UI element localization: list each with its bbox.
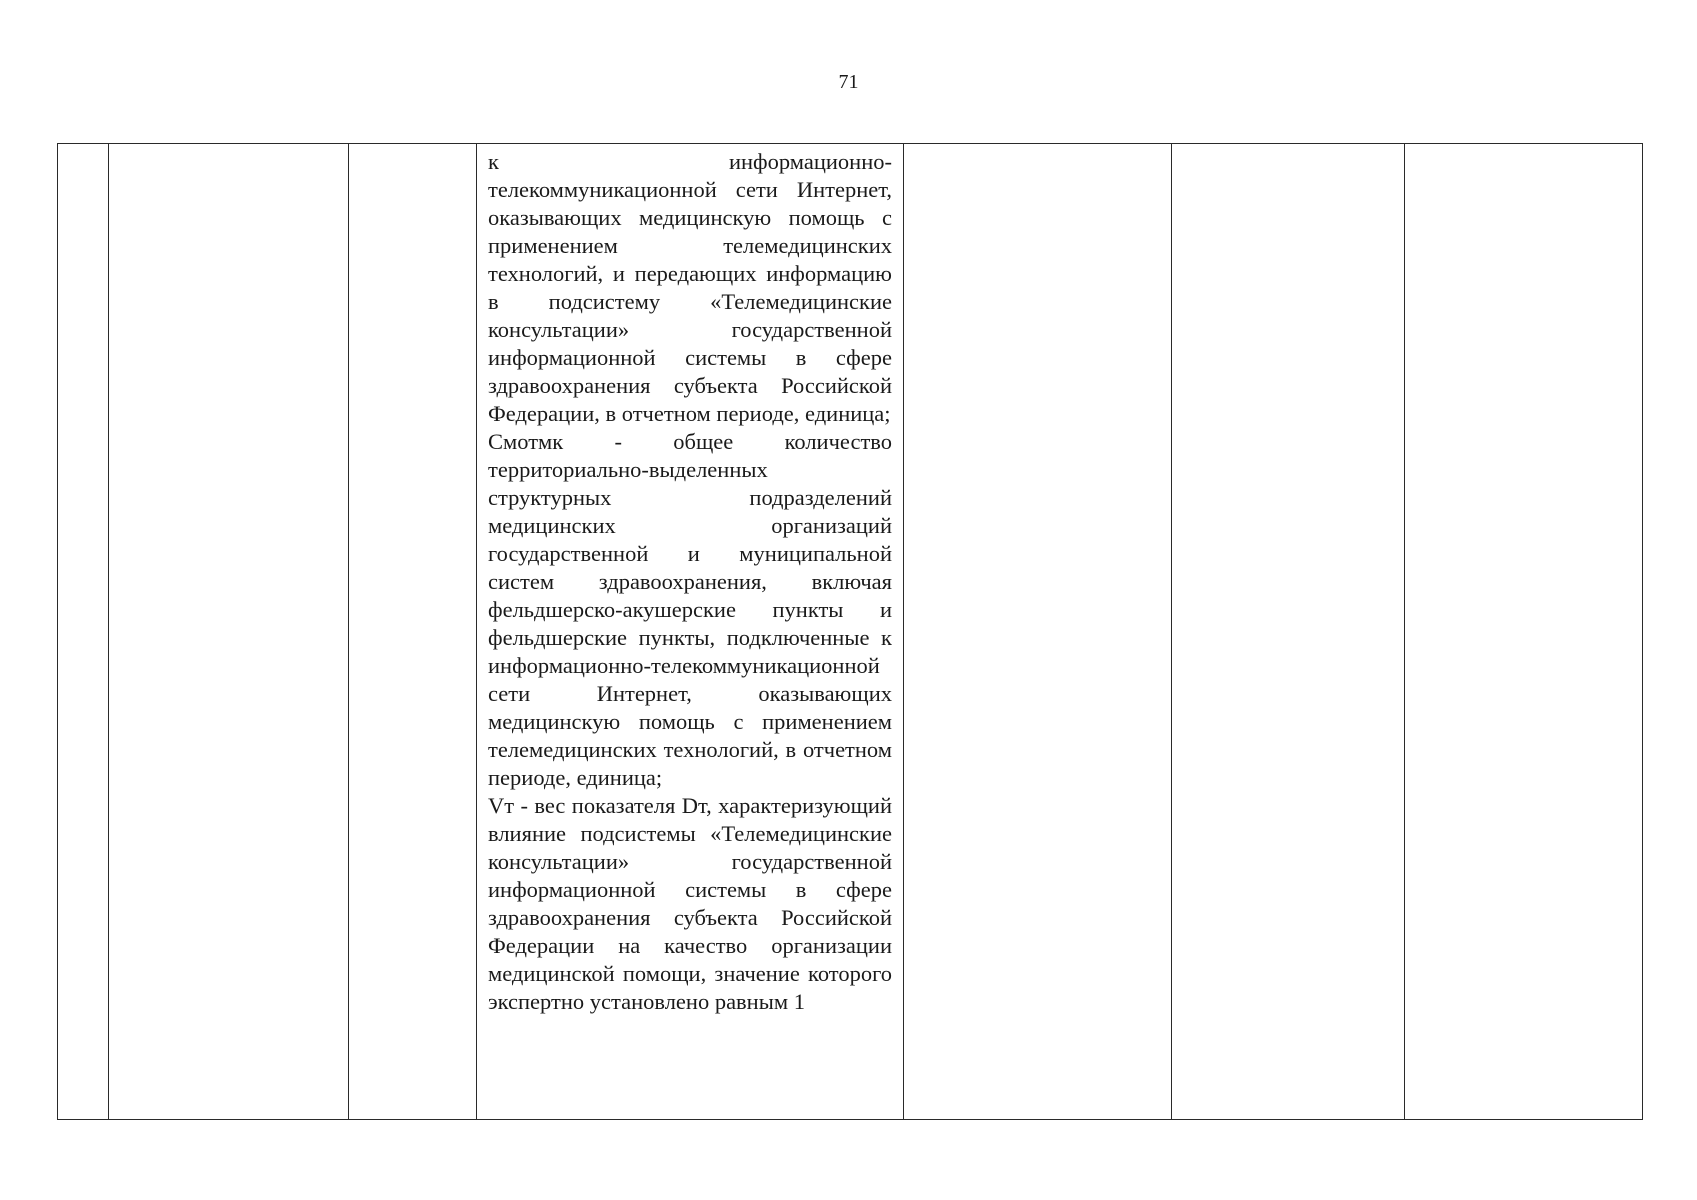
cell-number [58,144,109,1120]
cell-calculation-method [477,144,904,1120]
table-row [58,144,1643,1120]
cell-indicator-name [109,144,349,1120]
description-paragraph-3: Vт - вес показателя Dт, характеризующий влияние подсистемы «Телемедицинские консультации» государственной информационной системы в сфере здравоохранения субъекта Российской Федерации на качество организации медицинской помощи, значение которого экспертно установлено равным 1 [488,793,892,1014]
cell-responsible [1172,144,1405,1120]
cell-data-source [904,144,1172,1120]
calculation-description [488,148,892,1016]
page-number: 71 [838,71,859,93]
description-paragraph-2: Смотмк - общее количество территориально-выделенных структурных подразделений медицинских организаций государственной и муниципальной систем здравоохранения, включая фельдшерско-акушерские пункты и фельдшерские пункты, подключенные к информационно-телекоммуникационной сети Интернет, оказывающих медицинскую помощь с применением телемедицинских технологий, в отчетном периоде, единица; [488,429,892,790]
indicator-table [57,143,1643,1120]
cell-unit [349,144,477,1120]
description-paragraph-1: к информационно-телекоммуникационной сети Интернет, оказывающих медицинскую помощь с применением телемедицинских технологий, и передающих информацию в подсистему «Телемедицинские консультации» государственной информационной системы в сфере здравоохранения субъекта Российской Федерации, в отчетном периоде, единица; [488,149,892,426]
cell-notes [1405,144,1643,1120]
